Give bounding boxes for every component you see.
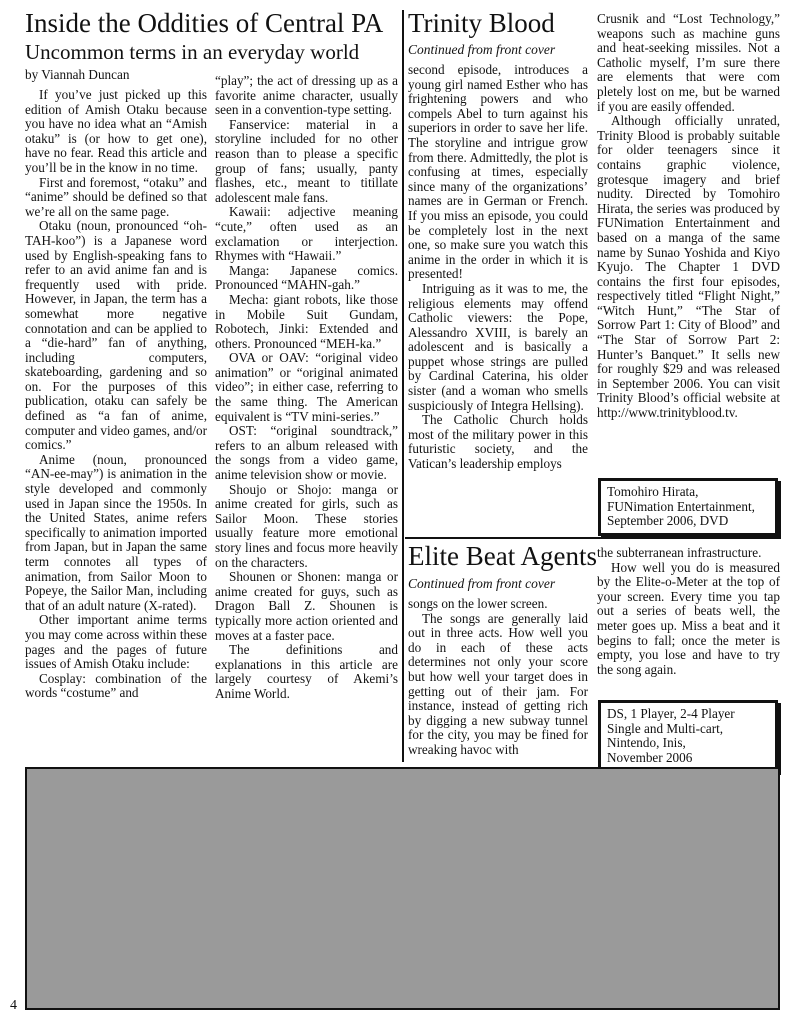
paragraph: OVA or OAV: “original video animation” or “original animated video”; in either case, referring to the same thing. The American equivalent is “TV mini-series.” (215, 350, 398, 424)
paragraph: Intriguing as it was to me, the religious elements may offend Catholic viewers: the Pope, Alessandro XVIII, is barely an adolescent and is basically a puppet whose strings are pulled by Cardinal Caterina, his older sister (and a woman who smells suspiciously of Integra Hellsing). (408, 280, 588, 413)
article1-column-2 (215, 74, 398, 702)
paragraph: Otaku (noun, pronounced “oh-TAH-koo”) is a Japanese word used by English-speaking fans to refer to an avid anime fan and is frequently used with pride. However, in Japan, the term has a somewhat more negative connotation and can be applied to a “die-hard” fan of anything, including computers, skateboarding, gardening and so on. For the purposes of this publication, otaku can safely be defined as “a fan of anime, computer and video games, and/or comics.” (25, 218, 208, 453)
column-divider (402, 10, 404, 762)
paragraph: the subterranean infrastructure. (597, 545, 762, 560)
paragraph: Mecha: giant robots, like those in Mobile Suit Gundam, Robotech, Jinki: Extended and others. Pronounced “MEH-ka.” (215, 291, 398, 351)
article3-title: Elite Beat Agents (408, 541, 597, 571)
info-line: FUNimation Entertainment, (607, 498, 755, 514)
article1-subtitle: Uncommon terms in an everyday world (25, 40, 360, 64)
paragraph: Crusnik and “Lost Technology,” weapons such as machine guns and heat-seeking missiles. Not a Catholic myself, I’m sure there are elements that were com pletely lost on me, but be warned if you are easily offended. (597, 11, 780, 114)
article1-column-1 (25, 88, 207, 701)
paragraph: Although officially unrated, Trinity Blood is probably suitable for older teenagers since it contains graphic violence, grotesque imagery and brief nudity. Directed by Tomohiro Hirata, the series was produced by FUNimation Entertainment and based on a manga of the same name by Sunao Yoshida and Kiyo Kyujo. The Chapter 1 DVD contains the first four episodes, respectively titled “Flight Night,” “Witch Hunt,” “The Star of Sorrow Part 1: City of Blood” and “The Star of Sorrow Part 2: Hunter’s Banquet.” It sells new for roughly $29 and was released in September 2006. You can visit Trinity Blood’s official website at http://www.trinityblood.tv. (597, 113, 780, 421)
paragraph: Anime (noun, pronounced “AN-ee-may”) is animation in the style developed and commonly used in Japan since the 1950s. In the United States, anime refers specifically to animation imported from Japan, but in Japan the same term connotes all types of animation, from Sailor Moon to Popeye, the Sailor Man, including that of an adult nature (X-rated). (25, 451, 207, 613)
info-line: Nintendo, Inis, (607, 735, 686, 751)
paragraph: The definitions and explanations in this article are largely courtesy of Akemi’s Anime World. (215, 642, 398, 701)
paragraph: Kawaii: adjective meaning “cute,” often used as an exclamation or interjection. Rhymes with “Hawaii.” (215, 204, 398, 264)
article3-column-1 (408, 597, 588, 758)
article3-column-2 (597, 546, 780, 677)
paragraph: second episode, introduces a young girl named Esther who has frightening powers and who compels Abel to turn against his superiors in order to save her life. The storyline and intrigue grow from there. Admittedly, the plot is confusing at times, especially since many of the organizations’ names are in German or French. If you miss an episode, you could be completely lost in the next one, so make sure you watch this anime in the order in which it is presented! (408, 62, 588, 282)
paragraph: “play”; the act of dressing up as a favorite anime character, usually seen in a convention-type setting. (215, 73, 398, 118)
paragraph: How well you do is measured by the Elite-o-Meter at the top of your screen. Every time you tap out a series of beats well, the meter goes up. Miss a beat and it begins to fall; once the meter is empty, you lose and have to try the song again. (597, 559, 780, 677)
info-line: November 2006 (607, 749, 693, 765)
article1-title: Inside the Oddities of Central PA (25, 8, 384, 38)
section-divider (405, 537, 780, 539)
article2-title: Trinity Blood (408, 8, 555, 38)
article3-continued-note: Continued from front cover (408, 576, 556, 591)
article2-column-2 (597, 12, 780, 421)
paragraph: First and foremost, “otaku” and “anime” should be defined so that we’re all on the same page. (25, 174, 207, 219)
paragraph: Other important anime terms you may come across within these pages and the pages of future issues of Amish Otaku include: (25, 612, 207, 672)
info-line: DS, 1 Player, 2-4 Player (607, 706, 735, 721)
paragraph: Shounen or Shonen: manga or anime created for guys, such as Dragon Ball Z. Shounen is typically more action oriented and moves at a faster pace. (215, 569, 398, 643)
article2-info-box (598, 478, 778, 536)
paragraph: Fanservice: material in a storyline included for no other reason than to please a specific group of fans; usually, panty flashes, etc., meant to titillate adolescent male fans. (215, 116, 398, 205)
page-number: 4 (10, 998, 17, 1013)
article2-column-1 (408, 63, 588, 472)
article1-byline: by Viannah Duncan (25, 67, 130, 82)
info-line: September 2006, DVD (607, 513, 729, 529)
paragraph: songs on the lower screen. (408, 596, 548, 611)
info-line: Single and Multi-cart, (607, 720, 724, 736)
paragraph: If you’ve just picked up this edition of Amish Otaku because you have no idea what an “Amish otaku” is (or how to get one), have no fear. Read this article and you’ll be in the know in no time. (25, 87, 207, 175)
article3-info-box (598, 700, 778, 772)
paragraph: OST: “original soundtrack,” refers to an album released with the songs from a video game, anime television show or movie. (215, 423, 398, 483)
article2-continued-note: Continued from front cover (408, 42, 556, 57)
info-line: Tomohiro Hirata, (607, 484, 699, 499)
ad-placeholder-box (25, 767, 780, 1010)
paragraph: The songs are generally laid out in three acts. How well you do in each of these acts determines not only your score but how well your target does in getting out of their jam. For instance, instead of getting rich by digging a new subway tunnel for the city, you may be fined for wreaking havoc with (408, 610, 588, 757)
paragraph: Manga: Japanese comics. Pronounced “MAHN-gah.” (215, 262, 398, 293)
paragraph: Cosplay: combination of the words “costume” and (25, 670, 207, 701)
paragraph: Shoujo or Shojo: manga or anime created for girls, such as Sailor Moon. These stories usually feature more emotional story lines and focus more heavily on the characters. (215, 481, 398, 570)
paragraph: The Catholic Church holds most of the military power in this futuristic society, and the Vatican’s leadership employs (408, 412, 588, 472)
